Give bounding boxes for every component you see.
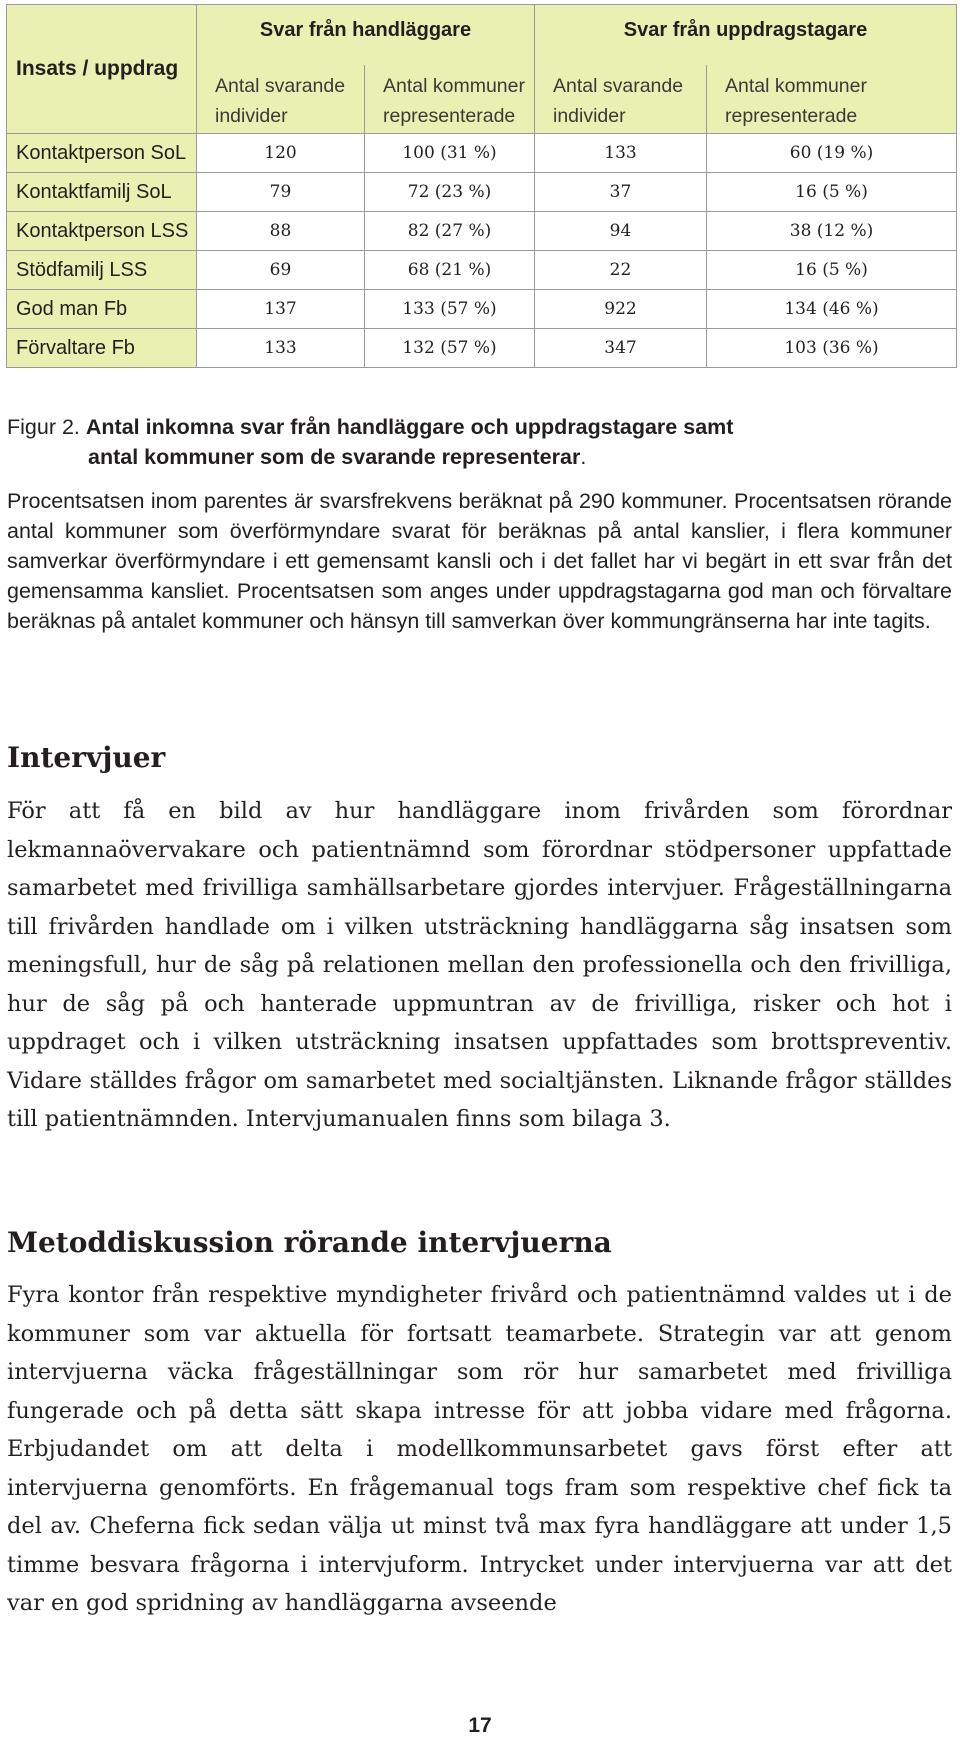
figure-label: Figur 2. — [7, 415, 80, 439]
figure-caption — [7, 412, 952, 472]
page-number: 17 — [468, 1714, 492, 1737]
table-cell: 137 — [197, 290, 365, 329]
table-cell: 94 — [535, 212, 707, 251]
table-cell: 79 — [197, 173, 365, 212]
figure-note-text: Procentsatsen inom parentes är svarsfrekvens beräknat på 290 kommuner. Procentsatsen rörande antal kommuner som överförmyndare svarat för beräknas på antal kanslier, i flera kommuner samverkar överförmyndare i ett gemensamt kansli och i det fallet har vi begärt in ett svar från det gemensamma kansliet. Procentsatsen som anges under uppdragstagarna god man och förvaltare beräknas på antalet kommuner och hänsyn till samverkan över kommungränserna har inte tagits. — [7, 489, 952, 633]
sub-header: Antal kommuner representerade — [707, 65, 957, 134]
table-cell: 82 (27 %) — [365, 212, 535, 251]
table-row — [7, 212, 957, 251]
row-label: Kontaktperson LSS — [7, 212, 197, 251]
table-cell: 100 (31 %) — [365, 134, 535, 173]
table-group-header-row — [7, 5, 957, 66]
table-cell: 133 (57 %) — [365, 290, 535, 329]
row-label: Stödfamilj LSS — [7, 251, 197, 290]
section-heading-metoddiskussion: Metoddiskussion rörande intervjuerna — [7, 1226, 612, 1259]
table-cell: 38 (12 %) — [707, 212, 957, 251]
table-cell: 134 (46 %) — [707, 290, 957, 329]
table-cell: 88 — [197, 212, 365, 251]
table-cell: 22 — [535, 251, 707, 290]
figure-note — [7, 486, 952, 636]
section-heading-intervjuer: Intervjuer — [7, 741, 166, 774]
table-cell: 103 (36 %) — [707, 329, 957, 368]
table-row — [7, 290, 957, 329]
sub-header: Antal svarande individer — [535, 65, 707, 134]
section-body-intervjuer: För att få en bild av hur handläggare inom frivården som förordnar lekmannaövervakare och patientnämnd som förordnar stödpersoner uppfattade samarbetet med frivilliga samhällsarbetare gjordes intervjuer. Frågeställningarna till frivården handlade om i vilken utsträckning handläggarna såg insatsen som meningsfull, hur de såg på relationen mellan den professionella och den frivilliga, hur de såg på och hanterade uppmuntran av de frivilliga, risker och hot i uppdraget och i vilken utsträckning insatsen uppfattades som brottspreventiv. Vidare ställdes frågor om samarbetet med socialtjänsten. Liknande frågor ställdes till patientnämnden. Intervjumanualen finns som bilaga 3. — [7, 798, 952, 1132]
sub-header: Antal kommuner representerade — [365, 65, 535, 134]
table-row — [7, 251, 957, 290]
table-cell: 37 — [535, 173, 707, 212]
table-row — [7, 134, 957, 173]
table-cell: 69 — [197, 251, 365, 290]
table-cell: 922 — [535, 290, 707, 329]
table-cell: 133 — [197, 329, 365, 368]
table-cell: 132 (57 %) — [365, 329, 535, 368]
corner-header: Insats / uppdrag — [7, 5, 197, 134]
table-cell: 60 (19 %) — [707, 134, 957, 173]
figure-title-end: . — [580, 445, 587, 469]
figure-title-cont: antal kommuner som de svarande representerar — [88, 445, 581, 469]
table-row — [7, 173, 957, 212]
row-label: Kontaktperson SoL — [7, 134, 197, 173]
table-cell: 16 (5 %) — [707, 251, 957, 290]
sub-header: Antal svarande individer — [197, 65, 365, 134]
group-header-uppdragstagare: Svar från uppdragstagare — [535, 5, 957, 66]
group-header-handlaggare: Svar från handläggare — [197, 5, 535, 66]
section-body-metoddiskussion: Fyra kontor från respektive myndigheter frivård och patientnämnd valdes ut i de kommuner som var aktuella för fortsatt teamarbete. Strategin var att genom intervjuerna väcka frågeställningar som rör hur samarbetet med frivilliga fungerade och på detta sätt skapa intresse för att jobba vidare med frågorna. Erbjudandet om att delta i modellkommunsarbetet gavs först efter att intervjuerna genomförts. En frågemanual togs fram som respektive chef fick ta del av. Cheferna fick sedan välja ut minst två max fyra handläggare att under 1,5 timme besvara frågorna i intervjuform. Intrycket under intervjuerna var att det var en god spridning av handläggarna avseende — [7, 1282, 952, 1616]
table-cell: 16 (5 %) — [707, 173, 957, 212]
table-cell: 133 — [535, 134, 707, 173]
row-label: Kontaktfamilj SoL — [7, 173, 197, 212]
table-cell: 120 — [197, 134, 365, 173]
row-label: Förvaltare Fb — [7, 329, 197, 368]
table-cell: 347 — [535, 329, 707, 368]
row-label: God man Fb — [7, 290, 197, 329]
table-row — [7, 329, 957, 368]
table-cell: 68 (21 %) — [365, 251, 535, 290]
table-cell: 72 (23 %) — [365, 173, 535, 212]
survey-responses-table — [6, 4, 957, 368]
figure-title: Antal inkomna svar från handläggare och uppdragstagare samt — [85, 415, 734, 439]
